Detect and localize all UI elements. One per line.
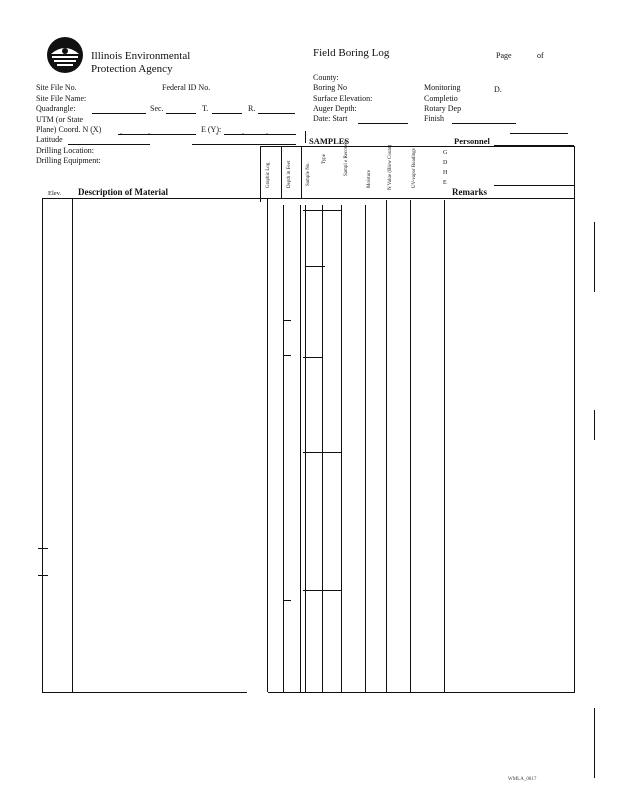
quadrangle-line[interactable] xyxy=(92,113,146,114)
body-bottom-rule-right xyxy=(268,692,575,693)
degree-mark-4: ° xyxy=(216,133,219,139)
auger-depth-label: Auger Depth: xyxy=(313,104,357,113)
description-right xyxy=(267,198,268,692)
county-label: County: xyxy=(313,73,339,82)
finish-line[interactable] xyxy=(452,123,516,124)
right-margin-mark xyxy=(594,222,595,292)
monitoring-suffix: D. xyxy=(494,85,502,94)
t-line[interactable] xyxy=(212,113,242,114)
personnel-letter-g: G xyxy=(443,150,448,156)
col-type: Type xyxy=(322,154,327,164)
sample-tick xyxy=(305,266,325,267)
col-sep-depth-head xyxy=(281,146,282,198)
body-top-rule xyxy=(42,198,575,199)
degree-mark-3: ° xyxy=(148,133,151,139)
column-header-top xyxy=(260,146,574,147)
degree-mark-2: ° xyxy=(120,133,123,139)
personnel-top-line xyxy=(510,133,568,134)
personnel-letter-h: H xyxy=(443,170,448,176)
depth-tick xyxy=(283,320,291,321)
t-label: T. xyxy=(202,104,209,113)
remarks-left xyxy=(444,200,445,692)
drilling-location-label: Drilling Location: xyxy=(36,146,94,155)
drilling-equipment-label: Drilling Equipment: xyxy=(36,156,101,165)
site-file-no-label: Site File No. xyxy=(36,83,77,92)
depth-right xyxy=(300,205,301,692)
col-remarks: Remarks xyxy=(452,187,487,197)
plane-coord-line[interactable] xyxy=(118,134,196,135)
site-file-name-label: Site File Name: xyxy=(36,94,87,103)
col-elev: Elev. xyxy=(48,190,62,197)
sample-tick xyxy=(303,210,341,211)
date-start-label: Date: Start xyxy=(313,114,348,123)
body-right-edge xyxy=(574,198,575,692)
col-n-value: N Value (Blow Count) xyxy=(388,144,393,190)
col-sep-sample-head xyxy=(301,146,302,198)
finish-label: Finish xyxy=(424,114,445,123)
elev-col-divider xyxy=(72,198,73,692)
column-header-left xyxy=(260,146,261,202)
utm-label: UTM (or State xyxy=(36,115,84,124)
sec-line[interactable] xyxy=(166,113,196,114)
type-right xyxy=(322,205,323,692)
col-sample-recovery: Sampl e Recovery xyxy=(344,139,349,176)
col-uv-readings: UV-vapor Readings xyxy=(412,148,417,188)
personnel-label: Personnel xyxy=(454,136,490,146)
degree-mark-6: ° xyxy=(266,133,269,139)
latitude-label: Latitude xyxy=(36,135,63,144)
form-title: Field Boring Log xyxy=(313,47,390,59)
plane-coord-label: Plane) Coord. N (X) xyxy=(36,125,102,134)
elev-tick xyxy=(38,575,48,576)
longitude-line[interactable] xyxy=(192,144,296,145)
r-label: R. xyxy=(248,104,256,113)
sec-label: Sec. xyxy=(150,104,164,113)
samples-label: SAMPLES xyxy=(309,136,350,146)
rotary-dep-label: Rotary Dep xyxy=(424,104,462,113)
sample-tick xyxy=(303,452,341,453)
body-left-edge xyxy=(42,198,43,692)
degree-mark-5: ° xyxy=(242,133,245,139)
right-margin-mark xyxy=(594,410,595,440)
col-graphic-log: Graphic Log xyxy=(266,162,271,188)
sample-tick xyxy=(303,590,341,591)
body-bottom-rule xyxy=(42,692,247,693)
col-description: Description of Material xyxy=(78,187,168,197)
elev-tick xyxy=(38,548,48,549)
personnel-letter-d: D xyxy=(443,160,448,166)
e-y-line[interactable] xyxy=(224,134,296,135)
federal-id-label: Federal ID No. xyxy=(162,83,211,92)
agency-name-line1: Illinois Environmental xyxy=(91,50,191,62)
recovery-right xyxy=(341,205,342,692)
surface-elevation-label: Surface Elevation: xyxy=(313,94,373,103)
uv-right xyxy=(410,200,411,692)
graphic-log-right xyxy=(283,205,284,692)
col-sample-no: Sample No. xyxy=(306,162,311,186)
sample-tick xyxy=(303,357,323,358)
footer-code: WMLA_0817 xyxy=(508,777,537,782)
personnel-line-e[interactable] xyxy=(494,185,574,186)
page-of-label: of xyxy=(537,51,544,60)
page-label: Page xyxy=(496,51,512,60)
agency-name-line2: Protection Agency xyxy=(91,63,173,75)
e-y-label: E (Y): xyxy=(201,125,222,134)
column-header-right xyxy=(574,146,575,198)
completio-label: Completio xyxy=(424,94,458,103)
right-margin-mark xyxy=(594,708,595,778)
quadrangle-label: Quadrangle: xyxy=(36,104,76,113)
date-start-line[interactable] xyxy=(358,123,408,124)
monitoring-label: Monitoring xyxy=(424,83,461,92)
samples-bracket xyxy=(305,131,306,143)
r-line[interactable] xyxy=(258,113,295,114)
depth-tick xyxy=(283,355,291,356)
latitude-line[interactable] xyxy=(68,144,150,145)
boring-no-label: Boring No xyxy=(313,83,347,92)
col-moisture: Moisture xyxy=(367,169,372,188)
depth-tick xyxy=(283,600,291,601)
col-depth: Depth in Feet xyxy=(287,160,292,188)
sample-no-right xyxy=(305,205,306,692)
degree-mark-1: ° xyxy=(92,133,95,139)
moisture-right xyxy=(365,205,366,692)
agency-logo xyxy=(46,36,84,74)
n-value-right xyxy=(386,200,387,692)
personnel-letter-e: E xyxy=(443,180,447,186)
